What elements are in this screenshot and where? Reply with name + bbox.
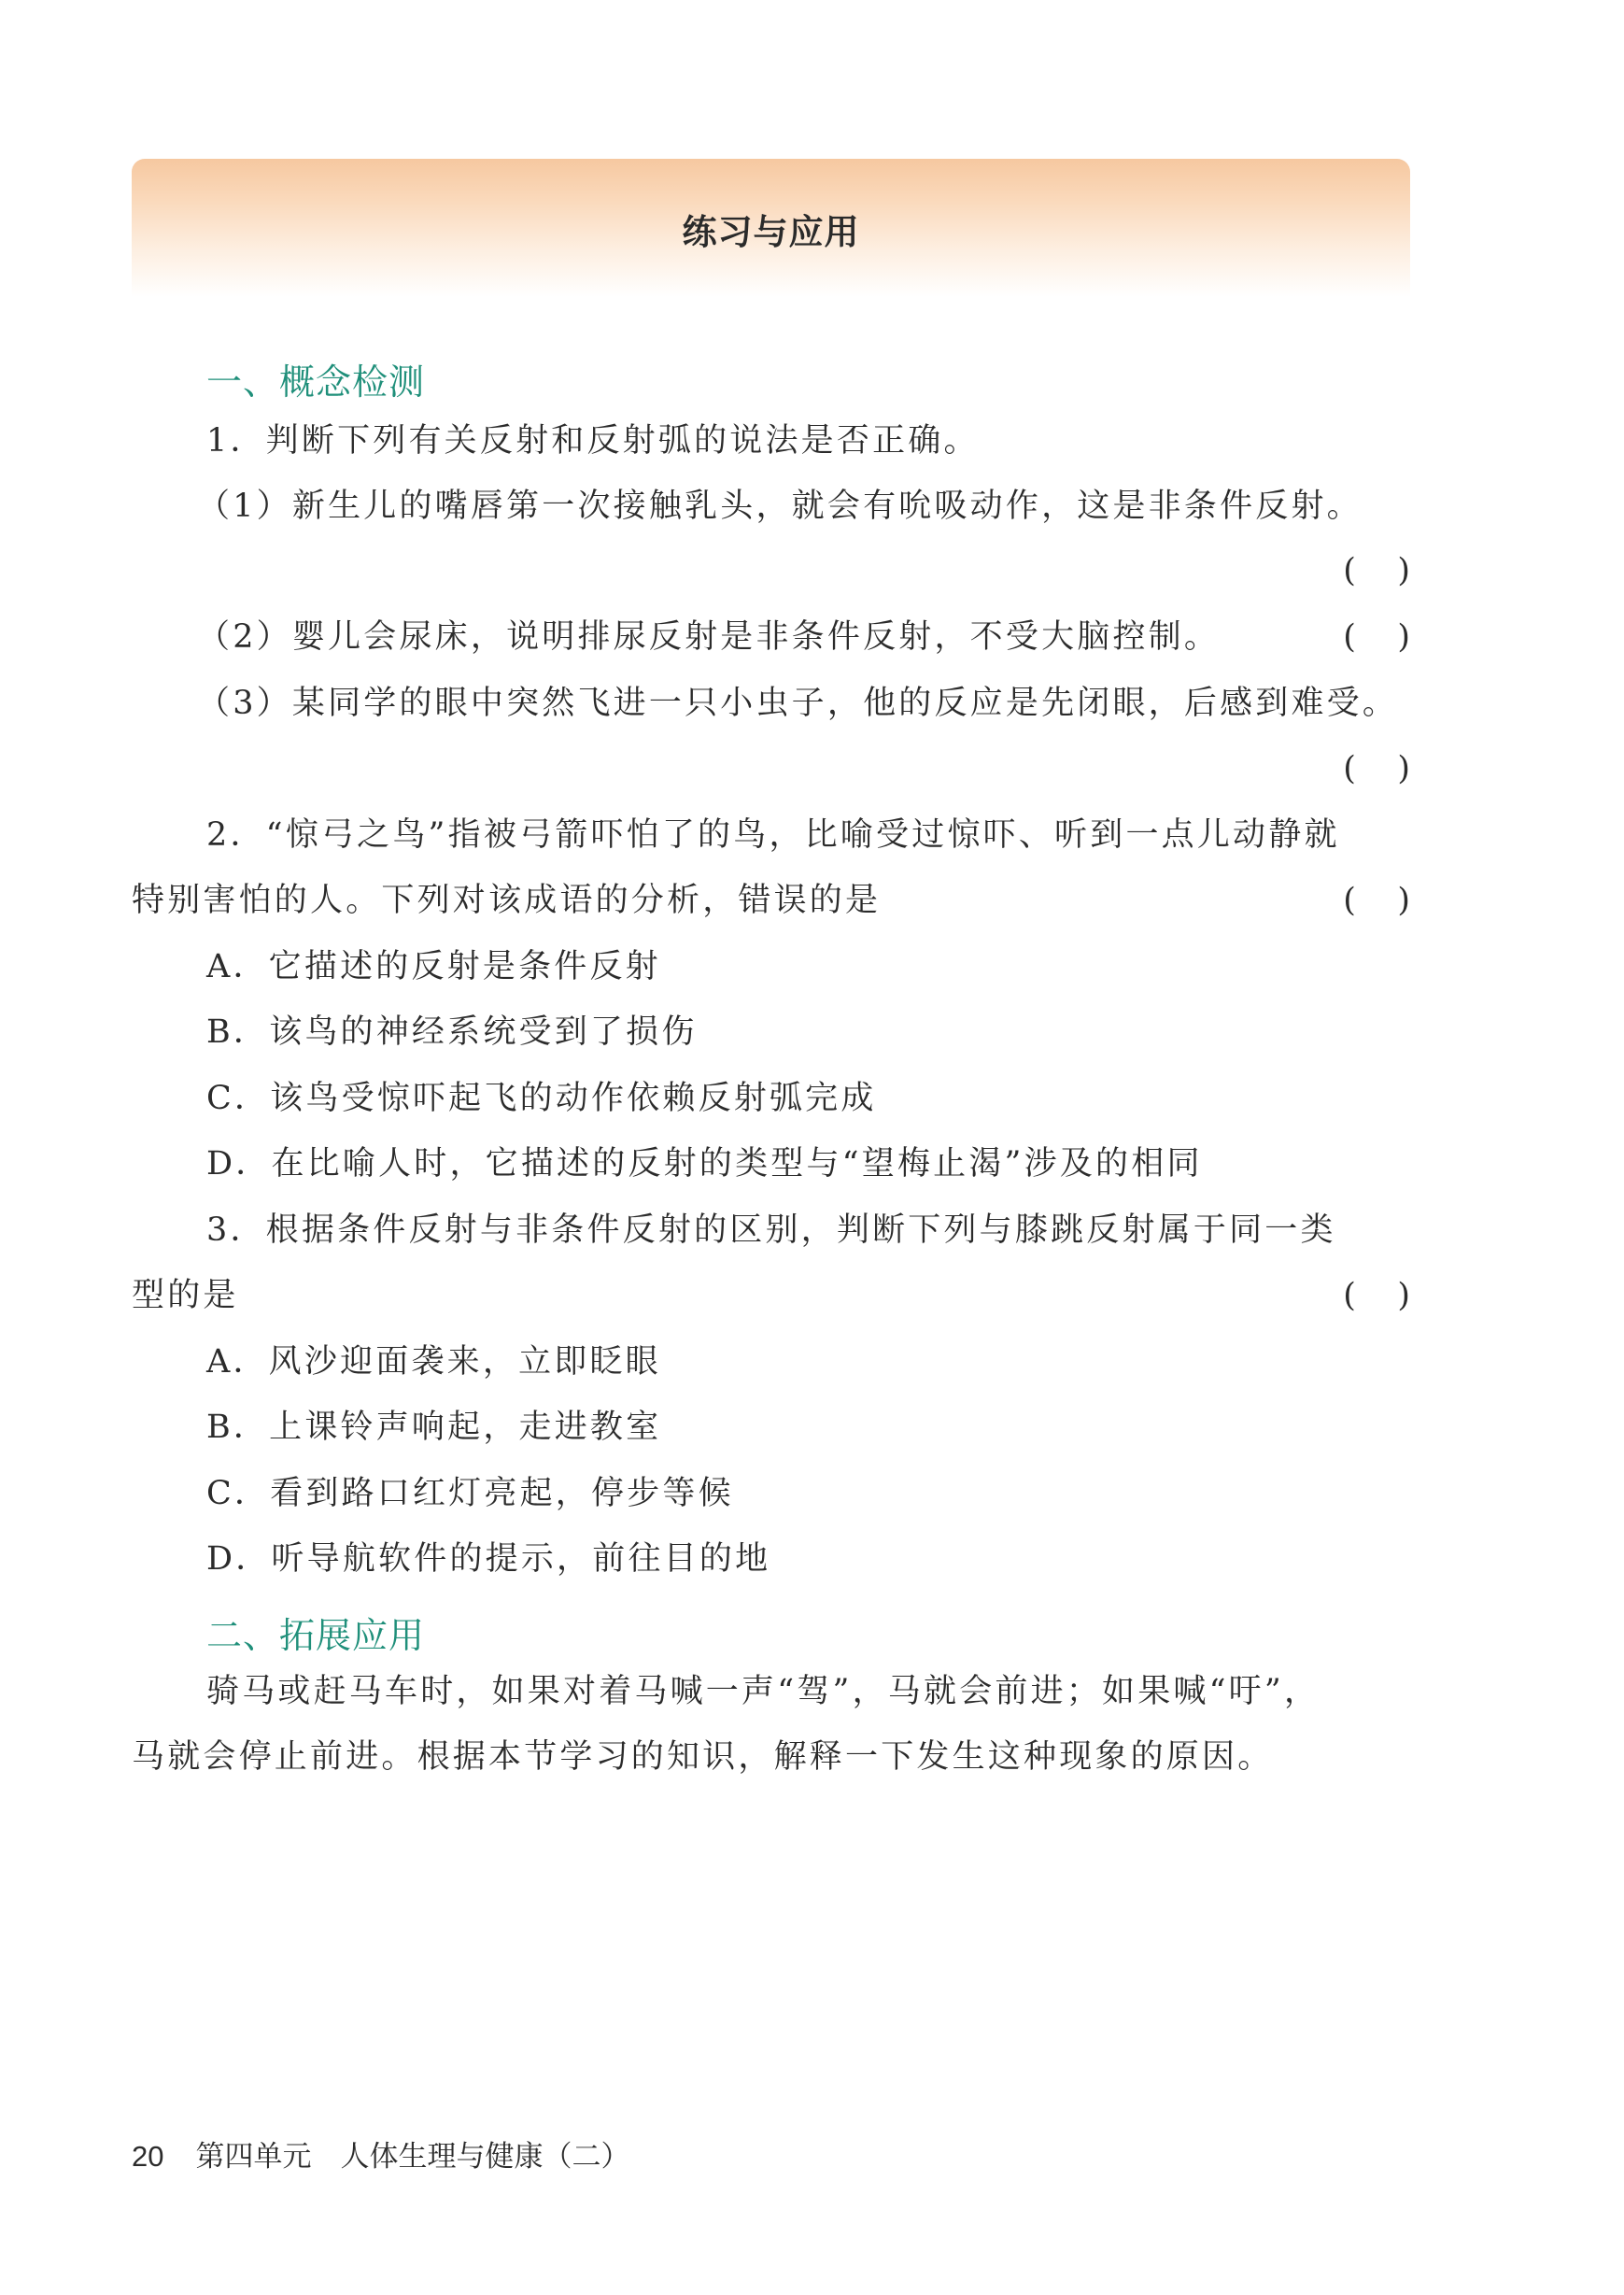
answer-blank-1-2[interactable]: ( ) [1343,618,1410,656]
answer-blank-2[interactable]: ( ) [1343,882,1410,919]
answer-blank-1-3[interactable]: ( ) [1343,750,1410,787]
answer-blank-1-1[interactable]: ( ) [1343,552,1410,589]
extension-question-line-1: 骑马或赶马车时，如果对着马喊一声“驾”，马就会前进；如果喊“吁”， [206,1673,1320,1710]
section-heading-concept-check: 一、概念检测 [206,361,426,403]
page-number: 20 [132,2140,164,2173]
page-title: 练习与应用 [682,212,860,252]
question-3-option-d: D．听导航软件的提示，前往目的地 [206,1540,771,1578]
question-2-option-c: C．该鸟受惊吓起飞的动作依赖反射弧完成 [206,1080,877,1117]
question-3-option-a: A．风沙迎面袭来，立即眨眼 [206,1343,661,1381]
section-heading-extended-application: 二、拓展应用 [206,1615,426,1656]
extension-question-line-2: 马就会停止前进。根据本节学习的知识，解释一下发生这种现象的原因。 [132,1738,1274,1776]
question-1-item-1: （1）新生儿的嘴唇第一次接触乳头，就会有吮吸动作，这是非条件反射。 [197,488,1363,525]
question-2-option-b: B．该鸟的神经系统受到了损伤 [206,1013,698,1051]
question-3-stem-line-2: 型的是 [132,1277,239,1314]
question-2-option-a: A．它描述的反射是条件反射 [206,948,661,985]
question-3-option-c: C．看到路口红灯亮起，停步等候 [206,1475,734,1512]
answer-blank-3[interactable]: ( ) [1343,1277,1410,1314]
page-footer [132,2142,629,2172]
unit-title: 第四单元 人体生理与健康（二） [195,2140,630,2174]
question-2-stem-line-2: 特别害怕的人。下列对该成语的分析，错误的是 [132,882,882,919]
question-3-stem-line-1: 3．根据条件反射与非条件反射的区别，判断下列与膝跳反射属于同一类 [206,1211,1336,1249]
question-1-item-2: （2）婴儿会尿床，说明排尿反射是非条件反射，不受大脑控制。 [197,618,1221,656]
exercise-banner [132,159,1410,297]
question-3-option-b: B．上课铃声响起，走进教室 [206,1409,662,1446]
question-2-option-d: D．在比喻人时，它描述的反射的类型与“望梅止渴”涉及的相同 [206,1145,1203,1183]
question-1-item-3: （3）某同学的眼中突然飞进一只小虫子，他的反应是先闭眼，后感到难受。 [197,685,1399,722]
question-1-stem: 1．判断下列有关反射和反射弧的说法是否正确。 [206,422,980,460]
question-2-stem-line-1: 2．“惊弓之鸟”指被弓箭吓怕了的鸟，比喻受过惊吓、听到一点儿动静就 [206,816,1340,854]
